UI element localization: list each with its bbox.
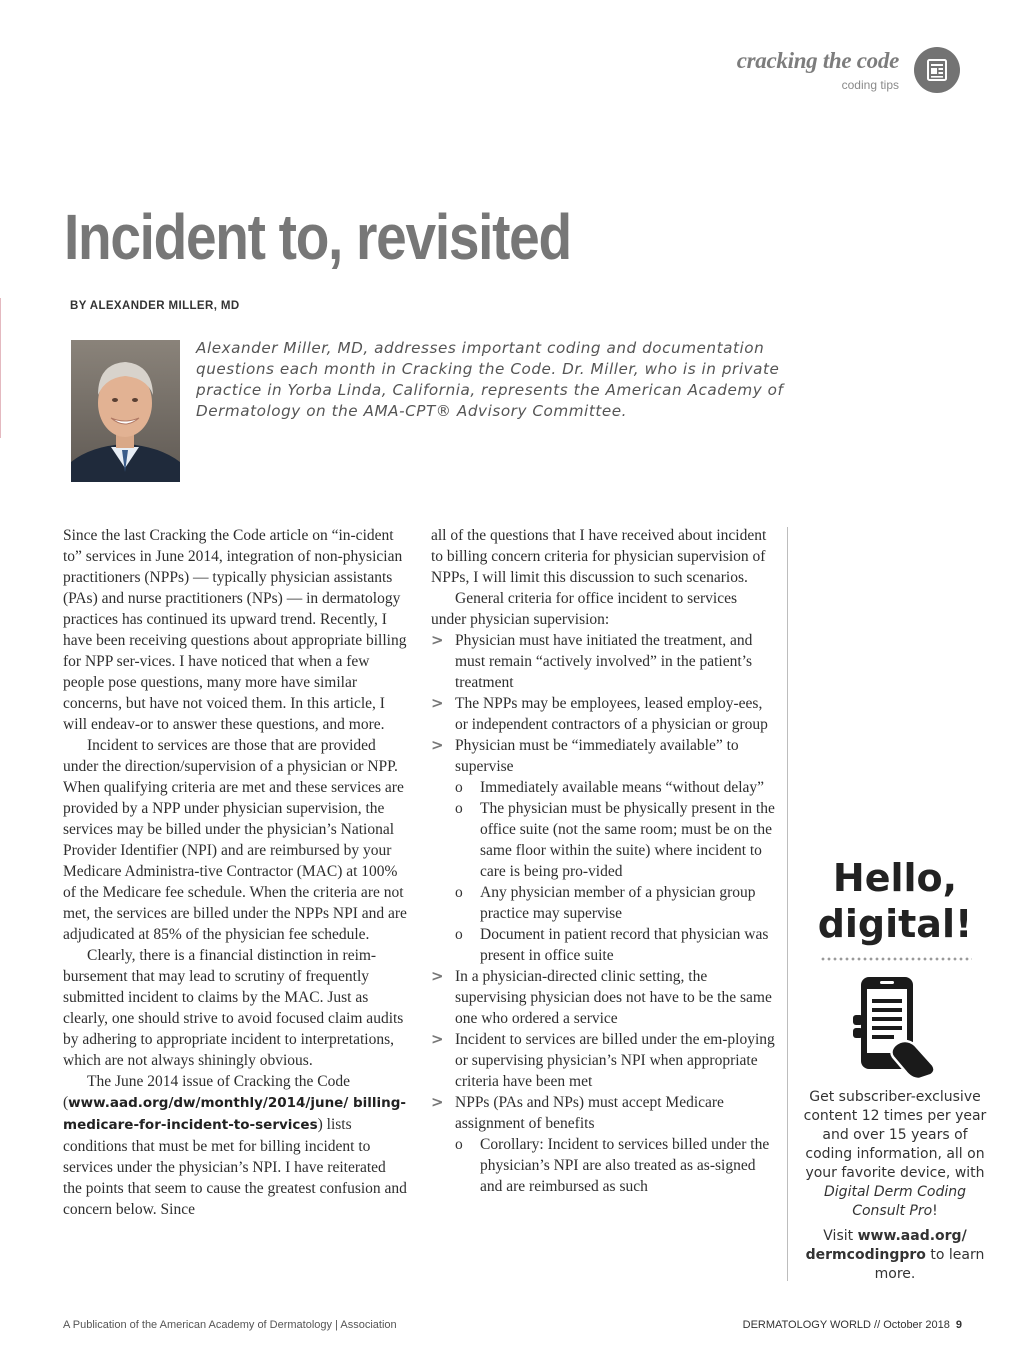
chevron-right-icon: > — [431, 736, 444, 754]
dotted-divider — [820, 957, 972, 961]
list-item-text: The physician must be physically present in the office suite (not the same room; must be on the same floor within the suite) where incident to care is being pro-vided — [480, 800, 775, 880]
list-item-text: NPPs (PAs and NPs) must accept Medicare assignment of benefits — [455, 1094, 724, 1132]
promo-text — [800, 1088, 990, 1221]
promo-visit — [800, 1227, 990, 1284]
list-item-text: Physician must have initiated the treatment, and must remain “actively involved” in the patient’s treatment — [455, 632, 753, 691]
list-item — [431, 1092, 776, 1134]
sidebar-heading-line: Hello, — [832, 856, 958, 900]
list-item-text: Any physician member of a physician group practice may supervise — [480, 884, 756, 922]
list-item — [431, 693, 776, 735]
footer-publication: A Publication of the American Academy of Dermatology | Association — [63, 1319, 397, 1331]
paragraph-text: The June 2014 issue of Cracking the Code ( — [63, 1073, 351, 1111]
list-item-text: Immediately available means “without delay” — [480, 779, 765, 796]
paragraph: Incident to services are those that are provided under the direction/supervision of a physician or NPP. When qualifying criteria are met and these services are provided by a NPP under physician supervision, the services may be billed under the physician’s National Provider Identifier (NPI) and are reimbursed by your Medicare Administra-tive Contractor (MAC) at 100% of the Medicare fee schedule. When the criteria are not met, the services are billed under the NPPs NPI and are adjudicated at 85% of the physician fee schedule. — [63, 737, 407, 943]
paragraph: General criteria for office incident to services under physician supervision: — [431, 590, 738, 628]
author-intro: Alexander Miller, MD, addresses important coding and documentation questions each month in Cracking the Code. Dr. Miller, who is in private practice in Yorba Linda, California, represents the American Academy of Dermatology on the AMA-CPT® Advisory Committee. — [196, 339, 784, 420]
sub-list-item — [431, 777, 776, 798]
sidebar-heading — [800, 855, 990, 947]
article-column-2 — [431, 525, 776, 1197]
promo-text-part: ! — [932, 1203, 938, 1219]
circle-bullet-icon: o — [455, 800, 463, 817]
list-item-text: Corollary: Incident to services billed under the physician’s NPI are also treated as as-signed and are reimbursed as such — [480, 1136, 770, 1195]
list-item-text: In a physician-directed clinic setting, the supervising physician does not have to be the same one who ordered a service — [455, 968, 772, 1027]
sub-list-item — [431, 924, 776, 966]
sub-list-item — [431, 882, 776, 924]
article-headline: Incident to, revisited — [64, 201, 571, 273]
chevron-right-icon: > — [431, 631, 444, 649]
sub-list-item — [431, 798, 776, 882]
section-subtitle: coding tips — [841, 78, 899, 92]
footer-issue — [743, 1319, 962, 1331]
chevron-right-icon: > — [431, 967, 444, 985]
article-link[interactable]: www.aad.org/dw/monthly/2014/june/ billing-medicare-for-incident-to-services — [63, 1095, 407, 1133]
promo-text-part: Get subscriber-exclusive content 12 times per year and over 15 years of coding information, all on your favorite device, with — [803, 1089, 987, 1181]
article-column-1 — [63, 525, 408, 1220]
smartphone-icon — [853, 975, 937, 1084]
list-item-text: Incident to services are billed under the em-ploying or supervising physician’s NPI when appropriate criteria have been met — [455, 1031, 775, 1090]
paragraph: all of the questions that I have received about incident to billing concern criteria for physician supervision of NPPs, I will limit this discussion to such scenarios. — [431, 527, 767, 586]
list-item — [431, 966, 776, 1029]
list-item-text: The NPPs may be employees, leased employ-ees, or independent contractors of a physician or group — [455, 695, 768, 733]
product-name: Digital Derm Coding Consult Pro — [824, 1184, 966, 1219]
circle-bullet-icon: o — [455, 884, 463, 901]
list-item — [431, 630, 776, 693]
chevron-right-icon: > — [431, 1093, 444, 1111]
issue-date: // October 2018 — [870, 1319, 950, 1331]
document-icon — [914, 47, 960, 93]
column-divider — [787, 527, 788, 1281]
chevron-right-icon: > — [431, 1030, 444, 1048]
list-item-text: Physician must be “immediately available” to supervise — [455, 737, 739, 775]
promo-link[interactable]: www.aad.org/ dermcodingpro — [805, 1228, 967, 1263]
visit-after: to learn more. — [874, 1247, 985, 1282]
paragraph: Since the last Cracking the Code article on “in-cident to” services in June 2014, integration of non-physician practitioners (NPPs) — typically physician assistants (PAs) and nurse practitioners (NPs) — in dermatology practices has continued its upward trend. Recently, I have been receiving questions about appropriate billing for NPP ser-vices. I have noticed that when a few people pose questions, many more have similar concerns, but have not voiced them. In this article, I will endeav-or to answer these questions, and more. — [63, 527, 407, 733]
visit-label: Visit — [823, 1228, 858, 1244]
list-item — [431, 735, 776, 777]
sidebar-promo — [800, 1088, 990, 1284]
circle-bullet-icon: o — [455, 926, 463, 943]
margin-rule — [0, 298, 1, 438]
page-number: 9 — [955, 1319, 962, 1331]
paragraph: Clearly, there is a financial distinction in reim-bursement that may lead to scrutiny of frequently submitted incident to claims by the MAC. Just as clearly, one should strive to avoid focused claim audits by adhering to appropriate incident to interpretations, which are not always shiningly obvious. — [63, 947, 404, 1069]
chevron-right-icon: > — [431, 694, 444, 712]
circle-bullet-icon: o — [455, 779, 463, 796]
section-title: cracking the code — [736, 48, 899, 73]
list-item-text: Document in patient record that physician was present in office suite — [480, 926, 769, 964]
list-item — [431, 1029, 776, 1092]
circle-bullet-icon: o — [455, 1136, 463, 1153]
byline: BY ALEXANDER MILLER, MD — [70, 300, 240, 312]
author-photo — [71, 340, 180, 482]
paragraph-text: ) lists conditions that must be met for billing incident to services under the physician’s NPI. I have reiterated the points that seem to cause the greatest confusion and concern below. Since — [63, 1116, 407, 1218]
magazine-name: DERMATOLOGY WORLD — [742, 1319, 871, 1331]
sidebar-heading-line: digital! — [817, 902, 973, 946]
sub-list-item — [431, 1134, 776, 1197]
paragraph — [63, 1071, 408, 1220]
